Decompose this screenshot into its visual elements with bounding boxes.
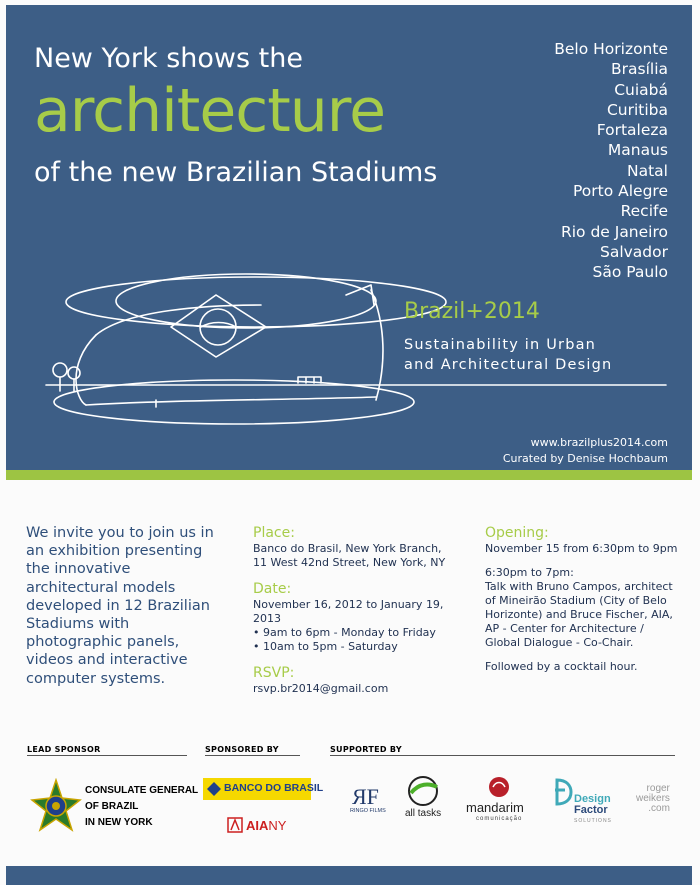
consulate-line-3: IN NEW YORK [85,817,153,828]
mandarim-icon [488,776,510,798]
aia-text: AIA [246,818,269,833]
curator: Curated by Denise Hochbaum [502,452,668,465]
city-item: Belo Horizonte [554,40,668,58]
city-item: Cuiabá [614,80,668,99]
brazil-coat-of-arms-icon [30,778,82,834]
talk-line-5: Global Dialogue - Co-Chair. [485,636,634,649]
accent-band [6,470,692,480]
rsvp-email[interactable]: rsvp.br2014@gmail.com [253,682,389,695]
consulate-logo [85,783,198,831]
opening-heading: Opening: [485,525,549,541]
aia-ny-text: NY [268,818,287,833]
banco-do-brasil-text: BANCO DO BRASIL [224,782,324,794]
cocktail-note: Followed by a cocktail hour. [485,660,638,673]
invite-text: We invite you to join us in an exhibition presenting the innovative architectural models developed in 12 Brazilian Stadiums with photographic panels, videos and interactive computer systems. [26,525,214,687]
brand-subtitle-line-2: and Architectural Design [404,357,613,373]
lead-sponsor-label: LEAD SPONSOR [27,745,101,754]
website-link[interactable]: www.brazilplus2014.com [530,436,668,449]
date-range: November 16, 2012 to January 19, 2013 [253,598,444,625]
date-hours-weekday: • 9am to 6pm - Monday to Friday [253,626,436,639]
roger-weikers-logo [636,784,670,814]
design-factor-icon [551,776,575,808]
brand-name: Brazil+2014 [404,299,540,324]
design-factor-line-2: Factor [574,804,608,816]
credits [503,435,668,467]
talk-line-2: of Mineirão Stadium (City of Belo [485,594,667,607]
roger-line-1: roger [646,783,670,794]
city-item: Salvador [599,242,668,261]
consulate-line-1: CONSULATE GENERAL [85,785,199,796]
design-factor-logo [574,794,612,827]
details-column [253,520,473,696]
opening-column [485,520,685,674]
city-item: Porto Alegre [573,182,668,201]
brand-subtitle-line-1: Sustainability in Urban [404,337,597,353]
title-line-2: architecture [34,76,386,146]
city-item: Recife [620,202,668,221]
hero-banner [6,5,692,470]
sponsored-by-label: SPONSORED BY [205,745,279,754]
mandarim-logo: mandarim [466,800,524,815]
ringo-films-logo: RINGO FILMS [350,808,386,814]
talk-time: 6:30pm to 7pm: [485,566,574,579]
design-factor-line-1: Design [574,793,611,805]
roger-line-2: weikers [636,793,670,804]
talk-line-3: Horizonte) and Bruce Fischer, AIA, [485,608,673,621]
talk-line-4: AP - Center for Architecture / [485,622,644,635]
city-item: São Paulo [592,263,668,282]
city-item: Manaus [607,141,668,160]
aia-icon [226,816,244,834]
place-line-1: Banco do Brasil, New York Branch, [253,542,442,555]
date-hours-saturday: • 10am to 5pm - Saturday [253,640,398,653]
ringo-films-icon: ЯF [352,784,379,809]
footer-band [6,866,692,885]
stadium-sketch-icon [6,5,692,470]
city-item: Curitiba [606,100,668,119]
aia-ny-logo [246,818,286,833]
city-item: Fortaleza [596,121,668,140]
city-item: Brasília [611,60,668,79]
rsvp-heading: RSVP: [253,665,295,681]
brand-subtitle [404,335,612,375]
mandarim-sub: comunicação [476,816,523,822]
consulate-line-2: OF BRAZIL [85,801,139,812]
supported-by-label: SUPPORTED BY [330,745,402,754]
all-tasks-icon [403,775,443,807]
divider [27,755,187,756]
opening-when: November 15 from 6:30pm to 9pm [485,542,678,555]
title-line-3: of the new Brazilian Stadiums [34,157,438,188]
place-heading: Place: [253,525,295,541]
roger-line-3: .com [648,803,670,814]
all-tasks-logo: all tasks [405,808,442,819]
banco-do-brasil-icon [207,782,221,796]
talk-line-1: Talk with Bruno Campos, architect [485,580,673,593]
place-line-2: 11 West 42nd Street, New York, NY [253,556,446,569]
city-item: Natal [627,161,668,180]
divider [330,755,675,756]
design-factor-line-3: SOLUTIONS [574,818,612,824]
date-heading: Date: [253,581,292,597]
city-item: Rio de Janeiro [560,222,668,241]
divider [205,755,300,756]
title-line-1: New York shows the [34,43,303,74]
